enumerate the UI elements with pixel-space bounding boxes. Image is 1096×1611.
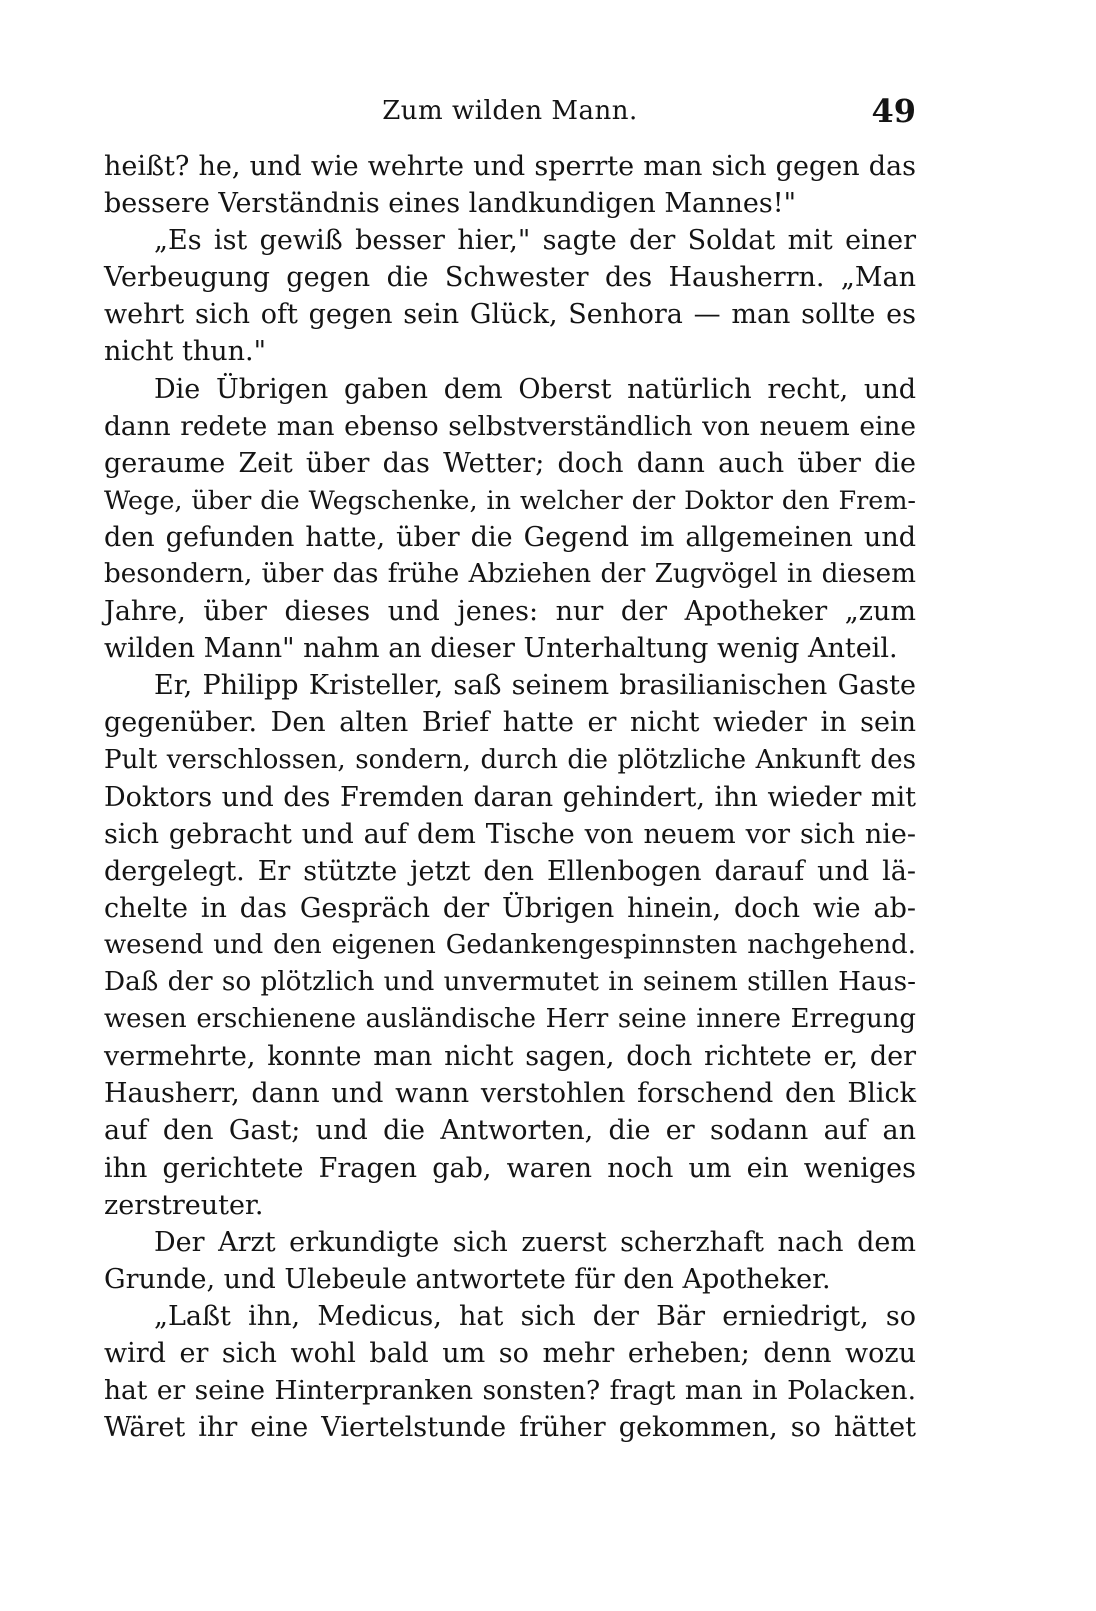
running-title: Zum wilden Mann. xyxy=(382,96,638,126)
page-number: 49 xyxy=(871,92,916,130)
text-line: Die Übrigen gaben dem Oberst natürlich recht, und xyxy=(154,373,916,405)
text-line: hat er seine Hinterpranken sonsten? fragt man in Polacken. xyxy=(104,1375,916,1407)
text-line: bessere Verständnis eines landkundigen Mannes!" xyxy=(104,188,797,220)
text-line: chelte in das Gespräch der Übrigen hinein, doch wie ab- xyxy=(104,892,916,924)
text-line: Jahre, über dieses und jenes: nur der Apotheker „zum xyxy=(104,596,916,628)
text-line: Wäret ihr eine Viertelstunde früher gekommen, so hättet xyxy=(104,1412,916,1444)
text-line: wesen erschienene ausländische Herr seine innere Erregung xyxy=(104,1004,916,1035)
text-line: wehrt sich oft gegen sein Glück, Senhora — man sollte es xyxy=(104,299,916,331)
text-line: dergelegt. Er stützte jetzt den Ellenbogen darauf und lä- xyxy=(104,855,916,887)
text-line: Doktors und des Fremden daran gehindert, ihn wieder mit xyxy=(104,781,916,813)
text-line: Grunde, und Ulebeule antwortete für den Apotheker. xyxy=(104,1263,831,1295)
text-line: wilden Mann" nahm an dieser Unterhaltung wenig Anteil. xyxy=(104,633,898,665)
text-line: besondern, über das frühe Abziehen der Zugvögel in diesem xyxy=(104,559,916,590)
running-head xyxy=(104,92,916,136)
body-text xyxy=(104,148,916,1446)
text-line: auf den Gast; und die Antworten, die er sodann auf an xyxy=(104,1115,916,1147)
text-line: Pult verschlossen, sondern, durch die plötzliche Ankunft des xyxy=(104,744,916,775)
text-line: nicht thun." xyxy=(104,336,266,368)
text-line: sich gebracht und auf dem Tische von neuem vor sich nie- xyxy=(104,818,916,850)
text-line: gegenüber. Den alten Brief hatte er nicht wieder in sein xyxy=(104,707,916,739)
text-line: Der Arzt erkundigte sich zuerst scherzhaft nach dem xyxy=(154,1226,916,1258)
text-line: „Laßt ihn, Medicus, hat sich der Bär erniedrigt, so xyxy=(154,1300,916,1332)
text-line: dann redete man ebenso selbstverständlich von neuem eine xyxy=(104,410,916,442)
text-line: Verbeugung gegen die Schwester des Hausherrn. „Man xyxy=(104,262,916,294)
text-line: heißt? he, und wie wehrte und sperrte man sich gegen das xyxy=(104,151,916,182)
text-line: Wege, über die Wegschenke, in welcher der Doktor den Frem- xyxy=(104,484,916,515)
text-line: geraume Zeit über das Wetter; doch dann auch über die xyxy=(104,447,916,479)
text-line: wird er sich wohl bald um so mehr erheben; denn wozu xyxy=(104,1338,916,1369)
text-line: wesend und den eigenen Gedankengespinnsten nachgehend. xyxy=(104,929,916,960)
text-line: den gefunden hatte, über die Gegend im allgemeinen und xyxy=(104,521,916,553)
text-line: vermehrte, konnte man nicht sagen, doch richtete er, der xyxy=(104,1041,916,1073)
text-line: zerstreuter. xyxy=(104,1189,264,1221)
text-line: Er, Philipp Kristeller, saß seinem brasilianischen Gaste xyxy=(154,670,916,702)
text-line: Hausherr, dann und wann verstohlen forschend den Blick xyxy=(104,1078,916,1110)
text-line: Daß der so plötzlich und unvermutet in seinem stillen Haus- xyxy=(104,967,916,998)
text-line: „Es ist gewiß besser hier," sagte der Soldat mit einer xyxy=(154,225,916,257)
text-line: ihn gerichtete Fragen gab, waren noch um ein weniges xyxy=(104,1152,916,1184)
